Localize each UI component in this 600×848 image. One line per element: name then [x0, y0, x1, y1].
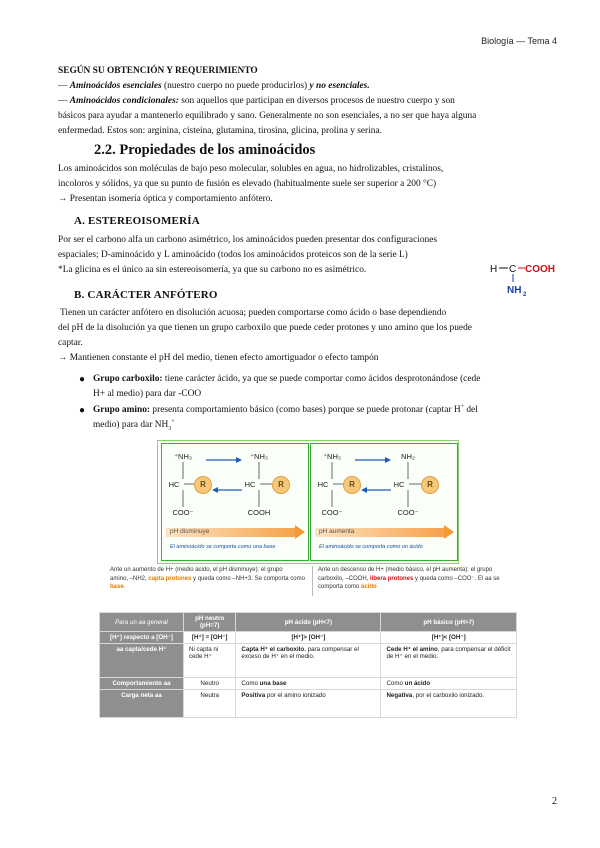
table-cell: Neutra: [184, 690, 236, 718]
bullet-carboxyl-cont: H+ al medio) para dar -COO: [93, 389, 202, 399]
right-m1-hc: HC: [317, 480, 329, 489]
table-header-cell: pH ácido (pH<7): [236, 613, 381, 632]
table-row-header: [H⁺] respecto a [OH⁻]: [100, 632, 184, 644]
stereo-line-2: espaciales; D-aminoácido y L aminoácido (todos los aminoácidos proteicos son de la serie L): [58, 250, 408, 260]
left-m2-bot: COOH: [247, 508, 271, 517]
dash: —: [58, 81, 70, 91]
table-cell: [381, 678, 517, 690]
caption-left-highlight-2: base: [110, 584, 124, 591]
table-cell: Ni capta ni cede H⁺: [184, 644, 236, 678]
table-row-header: Carga neta aa: [100, 690, 184, 718]
cell-text: , para compensar el exceso de H⁺ en el medio.: [241, 646, 359, 660]
left-bar-label: pH disminuye: [170, 528, 210, 535]
essential-note: (nuestro cuerpo no puede producirlos): [161, 81, 310, 91]
table-row: [100, 644, 517, 678]
caption-right-highlight-1: libera protones: [370, 575, 414, 582]
bullet-amino-cont: [93, 418, 175, 434]
right-subcaption: El aminoácido se comporta como un ácido: [319, 544, 423, 550]
stereo-line-3: *La glicina es el único aa sin estereoisomería, ya que su carbono no es asimétrico.: [58, 265, 367, 275]
amino-sup: +: [460, 404, 464, 410]
right-m1-r: R: [343, 476, 361, 494]
table-cell: [H⁺] = [OH⁻]: [184, 632, 236, 644]
caption-right-c: y queda como –COO⁻. El aa se: [413, 575, 500, 582]
table-cell: [236, 678, 381, 690]
left-m1-r: R: [194, 476, 212, 494]
carboxyl-text: tiene carácter ácido, ya que se puede comportar como ácidos desprotonándose (cede: [162, 374, 481, 384]
caption-right-a: Ante un descenso de H+ (medio básico, el pH aumenta): el grupo: [318, 567, 493, 573]
essential-term: Aminoácidos esenciales: [69, 81, 162, 91]
amino-text: presenta comportamiento básico (como bases) porque se puede protonar (captar H: [150, 405, 461, 416]
table-header-row: [100, 613, 517, 632]
nonessential-term: y no esenciales.: [309, 81, 370, 91]
left-ph-arrowhead: [295, 525, 305, 539]
comparison-table: [99, 612, 517, 718]
caption-left-c: y queda como –NH+3. Se comporta como: [191, 575, 305, 582]
table-cell: [H⁺]< [OH⁻]: [381, 632, 517, 644]
cell-text: , para compensar el déficit de H⁺ en el medio.: [386, 646, 511, 660]
panel-ph-increase: [310, 443, 458, 561]
carboxyl-label: Grupo carboxilo:: [93, 374, 163, 384]
table-header-cell: pH neutro (pH=7): [184, 613, 236, 632]
left-subcaption: El aminoácido se comporta como una base: [170, 544, 276, 550]
page-number: 2: [552, 796, 557, 807]
caption-left-a: Ante un aumento de H+ (medio ácido, el pH disminuye): el grupo: [110, 567, 283, 573]
caption-left-highlight-1: capta protones: [148, 575, 192, 582]
bullet-dot: ●: [79, 405, 86, 416]
glycine-h: H: [490, 264, 498, 275]
properties-line-1: Los aminoácidos son moléculas de bajo peso molecular, solubles en agua, no hidrolizables, cristalinos,: [58, 164, 444, 174]
stereo-line-1: Por ser el carbono alfa un carbono asimétrico, los aminoácidos pueden presentar dos configuraciones: [58, 235, 438, 245]
left-m2-top: ⁺NH₃: [250, 452, 268, 461]
caption-left-d: .: [123, 584, 126, 591]
table-row-header: aa capta/cede H⁺: [100, 644, 184, 678]
glycine-structure: [488, 252, 568, 302]
glycine-sub: 2: [523, 292, 527, 298]
caption-right-highlight-2: ácido: [361, 584, 377, 591]
cell-bold: Cede H⁺ el amino: [386, 646, 438, 653]
caption-left: [110, 566, 308, 592]
cell-text: Como: [386, 680, 405, 687]
section-title: 2.2. Propiedades de los aminoácidos: [94, 142, 316, 158]
essential-line: [58, 79, 370, 94]
cell-text: , por el carboxilo ionizado.: [412, 692, 485, 699]
cell-bold: una base: [259, 680, 287, 687]
right-bar-label: pH aumenta: [319, 528, 355, 535]
amino-sup2: +: [171, 419, 175, 425]
properties-line-3: → Presentan isomería óptica y comportamiento anfótero.: [58, 194, 273, 204]
amino-text-end: del: [464, 405, 478, 416]
right-m2-top: NH₂: [401, 452, 415, 461]
table-cell: [381, 690, 517, 718]
right-m2-bot: COO⁻: [397, 508, 419, 517]
conditional-line-2: básicos para ayudar a mantenerlo equilibrado y sano. Generalmente no son esenciales, a no ser que haya alguna: [58, 111, 477, 121]
amino-text-2: medio) para dar NH: [93, 420, 169, 431]
running-header: Biología — Tema 4: [481, 36, 557, 46]
right-m1-top: ⁺NH₃: [323, 452, 341, 461]
caption-right-b: carboxilo, –COOH,: [318, 575, 371, 582]
left-bonds-arrows: [162, 444, 308, 524]
amino-sub: 3: [168, 426, 172, 432]
table-cell: [236, 690, 381, 718]
right-m2-r: R: [421, 476, 439, 494]
right-ph-arrowhead: [444, 525, 454, 539]
table-header-cell: Para un aa general: [100, 613, 184, 632]
table-row: [100, 690, 517, 718]
table-row-header: Comportamiento aa: [100, 678, 184, 690]
table-cell: [381, 644, 517, 678]
table-row: [100, 632, 517, 644]
left-m1-hc: HC: [168, 480, 180, 489]
properties-line-2: incoloros y sólidos, ya que su punto de fusión es elevado (habitualmente suele ser superior a 200 °C): [58, 179, 437, 189]
amphoteric-line-4: → Mantienen constante el pH del medio, tienen efecto amortiguador o efecto tampón: [58, 353, 379, 363]
glycine-cooh: COOH: [525, 264, 555, 275]
panel-ph-decrease: [161, 443, 309, 561]
table-cell: [H⁺]> [OH⁻]: [236, 632, 381, 644]
cell-bold: Negativa: [386, 692, 413, 699]
caption-right: [318, 566, 518, 592]
left-m2-r: R: [272, 476, 290, 494]
section-a-title: A. ESTEREOISOMERÍA: [74, 215, 200, 227]
caption-right-d: comporta como: [318, 584, 362, 591]
bullet-carboxyl: [79, 372, 481, 387]
glycine-nh: NH: [507, 285, 522, 296]
caption-left-b: amino, –NH2,: [110, 575, 149, 582]
subsection-heading: SEGÚN SU OBTENCIÓN Y REQUERIMIENTO: [58, 66, 258, 76]
bullet-dot: ●: [79, 374, 86, 385]
glycine-c: C: [509, 264, 517, 275]
left-m1-top: ⁺NH₃: [174, 452, 192, 461]
conditional-line-3: enfermedad. Estos son: arginina, cisteína, glutamina, tirosina, glicina, prolina y serina.: [58, 126, 382, 136]
cell-text: por el amino ionizado: [265, 692, 326, 699]
cell-bold: Capta H⁺ el carboxilo: [241, 646, 305, 653]
section-b-title: B. CARÁCTER ANFÓTERO: [74, 289, 218, 301]
table-header-cell: pH básico (pH>7): [381, 613, 517, 632]
conditional-line: [58, 94, 455, 109]
bullet-amino: [79, 403, 478, 418]
conditional-text: son aquellos que participan en diversos procesos de nuestro cuerpo y son: [178, 96, 455, 106]
amphoteric-line-1: Tienen un carácter anfótero en disolución acuosa; pueden comportarse como ácido o base dependiendo: [60, 308, 447, 318]
table-cell: [236, 644, 381, 678]
table-row: [100, 678, 517, 690]
caption-divider: [312, 566, 313, 596]
left-m1-bot: COO⁻: [172, 508, 194, 517]
cell-bold: un ácido: [404, 680, 431, 687]
amino-label: Grupo amino:: [93, 405, 151, 416]
dash: —: [58, 96, 70, 106]
cell-text: Como: [241, 680, 260, 687]
cell-bold: Positiva: [241, 692, 266, 699]
right-bonds-arrows: [311, 444, 457, 524]
right-m2-hc: HC: [393, 480, 405, 489]
amphoteric-line-3: captar.: [58, 338, 83, 348]
table-cell: Neutro: [184, 678, 236, 690]
amphoteric-figure: [157, 440, 459, 564]
right-m1-bot: COO⁻: [321, 508, 343, 517]
amphoteric-line-2: del pH de la disolución ya que tienen un grupo carboxilo que puede ceder protones y uno amino que los puede: [58, 323, 472, 333]
left-m2-hc: HC: [244, 480, 256, 489]
conditional-term: Aminoácidos condicionales:: [69, 96, 179, 106]
